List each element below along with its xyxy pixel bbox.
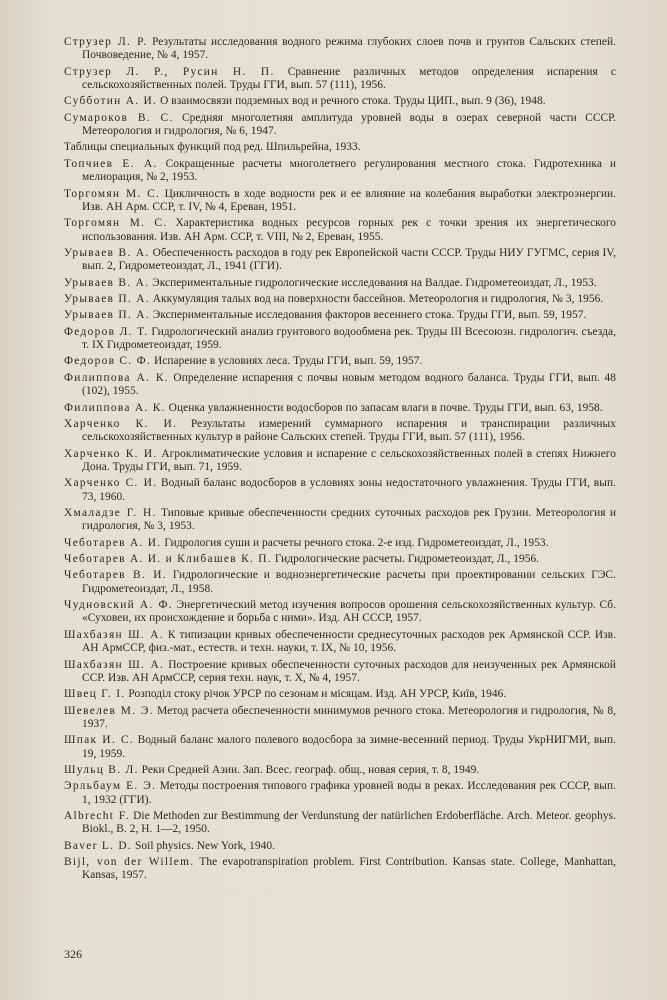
reference-entry — [64, 66, 616, 93]
reference-entry — [64, 840, 616, 853]
reference-author: Филиппова А. К. — [64, 371, 169, 384]
reference-entry — [64, 764, 616, 777]
reference-author: Струзер Л. Р., Русин Н. П. — [64, 65, 275, 78]
reference-title: Реки Средней Азии. Зап. Всес. географ. общ., новая серия, т. 8, 1949. — [141, 763, 480, 776]
reference-entry — [64, 507, 616, 534]
reference-author: Урываев В. А. — [64, 276, 150, 289]
reference-author: Чудновский А. Ф. — [64, 599, 173, 612]
page-number: 326 — [64, 947, 82, 961]
reference-author: Урываев П. А. — [64, 309, 150, 322]
reference-title: Методы построения типового графика уровней воды в реках. Исследования рек СССР, вып. 1, 1932 (ГГИ). — [82, 780, 616, 806]
reference-title: Результаты измерений суммарного испарения и транспирации различных сельскохозяйственных культур в районе Сальских степей. Труды ГГИ, вып. 57 (111), 1956. — [82, 417, 616, 444]
reference-title: Гидрологические расчеты. Гидрометеоиздат, Л., 1956. — [274, 553, 540, 566]
reference-entry — [64, 569, 616, 596]
reference-title: Розподіл стоку річок УРСР по сезонам и місяцам. Изд. АН УРСР, Київ, 1946. — [128, 688, 507, 701]
reference-title: Сравнение различных методов определения испарения с сельскохозяйственных полей. Труды ГГИ, вып. 57 (111), 1956. — [82, 65, 616, 91]
reference-author: Субботин А. И. — [64, 95, 158, 108]
reference-title: Экспериментальные исследования факторов весеннего стока. Труды ГГИ, вып. 59, 1957. — [152, 309, 587, 322]
reference-entry — [64, 659, 616, 686]
reference-title: Гидрология суши и расчеты речного стока. 2-е изд. Гидрометеоиздат, Л., 1953. — [164, 536, 549, 549]
reference-entry — [64, 188, 616, 215]
reference-title: Таблицы специальных функций под ред. Шпильрейна, 1933. — [64, 141, 361, 154]
reference-title: Метод расчета обеспеченности минимумов речного стока. Метеорология и гидрология, № 8, 1937. — [82, 704, 616, 730]
reference-entry — [64, 629, 616, 656]
reference-title: Soil physics. New York, 1940. — [134, 839, 276, 852]
reference-author: Bijl, von der Willem. — [64, 856, 195, 869]
reference-author: Харченко С. И. — [64, 477, 158, 490]
reference-entry — [64, 402, 616, 415]
reference-author: Топчиев Е. А. — [64, 157, 158, 170]
reference-title: Средняя многолетняя амплитуда уровней воды в озерах северной части СССР. Метеорология и гидрология, № 6, 1947. — [82, 111, 616, 138]
reference-entry — [64, 293, 616, 306]
reference-author: Торгомян М. С. — [64, 187, 161, 200]
reference-title: Результаты исследования водного режима глубоких слоев почв и грунтов Сальских степей. Почвоведение, № 4, 1957. — [82, 36, 616, 62]
reference-author: Сумароков В. С. — [64, 111, 174, 124]
reference-entry — [64, 217, 616, 244]
reference-author: Шульц В. Л. — [64, 763, 139, 776]
reference-author: Харченко К. И. — [64, 447, 158, 460]
reference-author: Хмаладзе Г. Н. — [64, 506, 157, 519]
reference-entry — [64, 95, 616, 108]
reference-entry — [64, 247, 616, 274]
reference-title: Определение испарения с почвы новым методом водного баланса. Труды ГГИ, вып. 48 (102), 1955. — [82, 371, 616, 398]
reference-title: Водный баланс малого полевого водосбора за зимне-весенний период. Труды УкрНИГМИ, вып. 19, 1959. — [82, 734, 617, 760]
reference-title: Агроклиматические условия и испарение с сельскохозяйственных полей в степях Нижнего Дона. Труды ГГИ, вып. 71, 1959. — [82, 447, 616, 473]
reference-author: Урываев В. А. — [64, 246, 150, 259]
reference-author: Шахбазян Ш. А. — [64, 628, 164, 641]
reference-title: Сокращенные расчеты многолетнего регулирования местного стока. Гидротехника и мелиорация, № 2, 1953. — [82, 157, 616, 184]
reference-entry — [64, 599, 616, 626]
reference-author: Урываев П. А. — [64, 292, 150, 305]
reference-entry — [64, 477, 616, 504]
reference-author: Чеботарев А. И. — [64, 536, 162, 549]
reference-entry — [64, 810, 616, 837]
reference-author: Швец Г. І. — [64, 688, 126, 701]
reference-author: Albrecht F. — [64, 810, 130, 823]
reference-entry — [64, 372, 616, 399]
reference-entry — [64, 112, 616, 139]
reference-entry — [64, 734, 616, 761]
reference-title: Оценка увлажненности водосборов по запасам влаги в почве. Труды ГГИ, вып. 63, 1958. — [168, 401, 603, 414]
reference-title: The evapotranspiration problem. First Contribution. Kansas state. College, Manhattan, Kansas, 1957. — [82, 856, 616, 882]
reference-title: Гидрологический анализ грунтового водообмена рек. Труды III Всесоюзн. гидрологич. съезда, т. IX Гидрометеоиздат, 1959. — [82, 325, 616, 352]
reference-entry — [64, 688, 616, 701]
reference-entry — [64, 856, 616, 883]
reference-author: Baver L. D. — [64, 839, 133, 852]
reference-entry — [64, 780, 616, 807]
reference-entry — [64, 158, 616, 185]
reference-title: Испарение в условиях леса. Труды ГГИ, вып. 59, 1957. — [153, 355, 423, 368]
reference-title: Die Methoden zur Bestimmung der Verdunstung der natürlichen Erdoberfläche. Arch. Meteor. geophys. Biokl., B. 2, H. 1—2, 1950. — [82, 810, 616, 836]
reference-title: Цикличность в ходе водности рек и ее влияние на колебания выработки электроэнергии. Изв. АН Арм. ССР, т. IV, № 4, Ереван, 1951. — [82, 187, 617, 213]
reference-author: Шахбазян Ш. А. — [64, 658, 165, 671]
reference-title: Водный баланс водосборов в условиях зоны недостаточного увлажнения. Труды ГГИ, вып. 73, 1960. — [82, 477, 616, 503]
reference-author: Федоров Л. Т. — [64, 325, 149, 338]
reference-author: Харченко К. И. — [64, 417, 178, 430]
reference-title: Обеспеченность расходов в году рек Европейской части СССР. Труды НИУ ГУГМС, серия IV, вып. 2, Гидрометеоиздат, Л., 1941 (ГГИ). — [82, 246, 616, 273]
reference-entry — [64, 553, 616, 566]
reference-title: Построение кривых обеспеченности суточных расходов для неизученных рек Армянской ССР. Изв. АН АрмССР, серия техн. наук, т. X, № 4, 1957. — [82, 658, 616, 684]
reference-entry — [64, 705, 616, 732]
reference-entry — [64, 418, 616, 445]
reference-title: Аккумуляция талых вод на поверхности бассейнов. Метеорология и гидрология, № 3, 1956. — [152, 292, 604, 305]
reference-author: Шпак И. С. — [64, 734, 134, 747]
reference-entry — [64, 326, 616, 353]
reference-title: О взаимосвязи подземных вод и речного стока. Труды ЦИП., вып. 9 (36), 1948. — [160, 95, 546, 108]
reference-entry — [64, 309, 616, 322]
reference-author: Чеботарев А. И. и Клибашев К. П. — [64, 553, 272, 566]
reference-entry — [64, 141, 616, 154]
reference-entry — [64, 537, 616, 550]
reference-author: Струзер Л. Р. — [64, 36, 148, 48]
reference-entry — [64, 448, 616, 475]
reference-author: Торгомян М. С. — [64, 217, 168, 230]
reference-author: Федоров С. Ф. — [64, 355, 152, 368]
reference-author: Филиппова А. К. — [64, 401, 166, 414]
reference-title: Характеристика водных ресурсов горных рек с точки зрения их энергетического использования. Изв. АН Арм. ССР, т. VIII, № 2, Ереван, 1955. — [82, 217, 617, 243]
reference-entry — [64, 36, 616, 63]
reference-author: Чеботарев В. И. — [64, 569, 167, 582]
reference-title: К типизации кривых обеспеченности среднесуточных расходов рек Армянской ССР. Изв. АН АрмССР, физ.-мат., естеств. и техн. науки, т. IX, № 10, 1956. — [82, 628, 616, 655]
reference-author: Шевелев М. Э. — [64, 704, 154, 717]
reference-author: Эрльбаум Е. Э. — [64, 780, 157, 793]
reference-entry — [64, 355, 616, 368]
reference-title: Экспериментальные гидрологические исследования на Валдае. Гидрометеоиздат, Л., 1953. — [152, 276, 597, 289]
reference-list — [64, 36, 616, 886]
reference-entry — [64, 277, 616, 290]
reference-title: Энергетический метод изучения вопросов орошения сельскохозяйственных культур. Сб. «Суховеи, их происхождение и борьба с ними». Изд. АН СССР, 1957. — [82, 599, 616, 625]
reference-title: Типовые кривые обеспеченности средних суточных расходов рек Грузии. Метеорология и гидрология, № 3, 1953. — [82, 506, 617, 533]
reference-title: Гидрологические и водноэнергетические расчеты при проектировании сельских ГЭС. Гидрометеоиздат, Л., 1958. — [82, 569, 616, 595]
